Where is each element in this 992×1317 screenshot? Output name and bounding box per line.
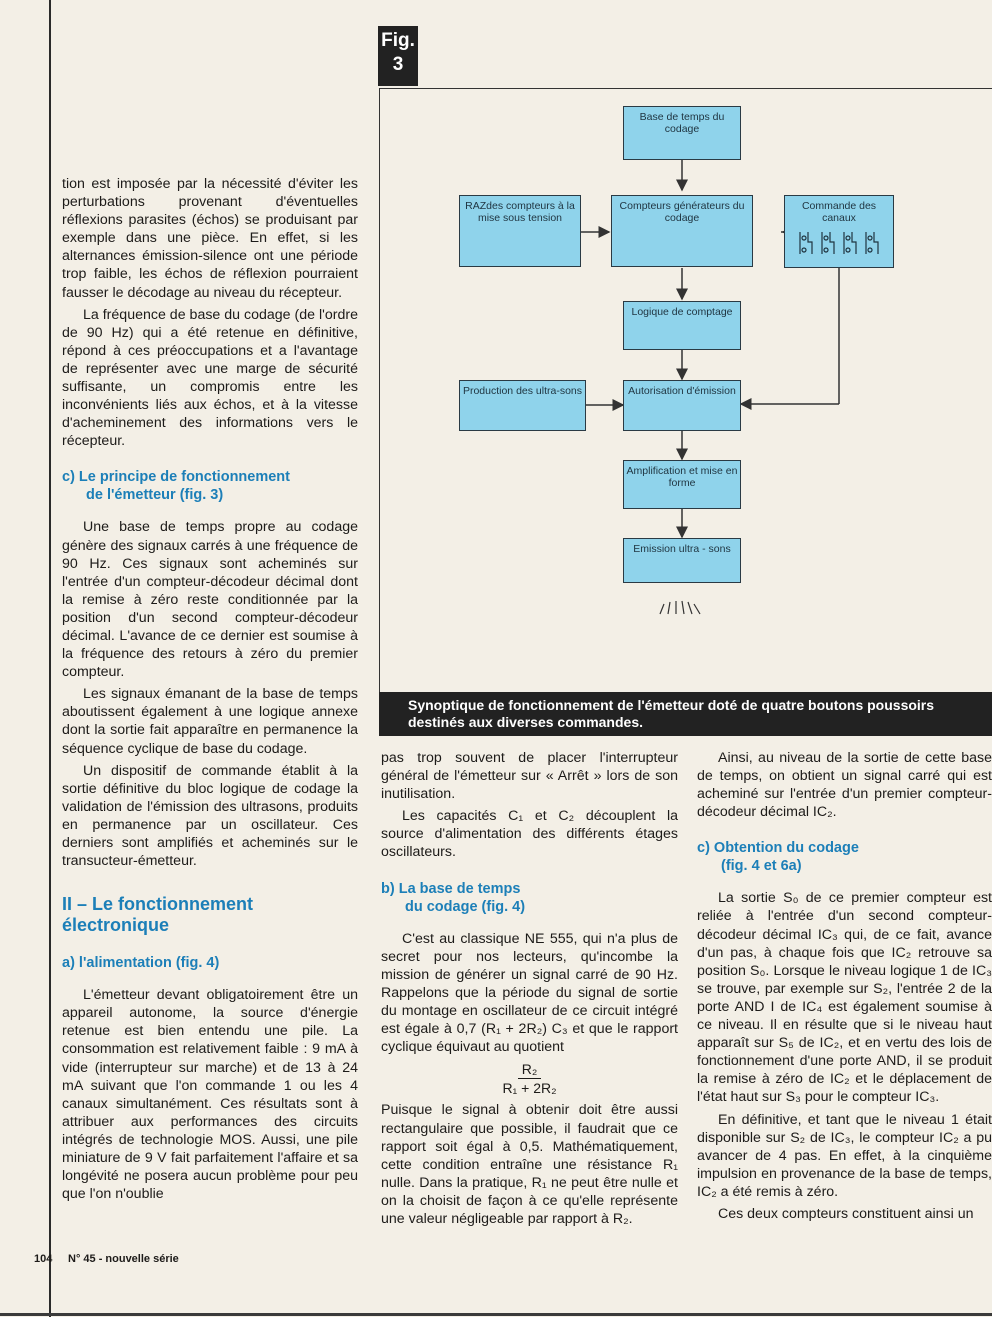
heading-line: de l'émetteur (fig. 3) bbox=[86, 487, 224, 504]
block-autorisation-emission: Autorisation d'émission bbox=[623, 380, 741, 431]
pushbutton-icon bbox=[866, 232, 878, 254]
paragraph: tion est imposée par la nécessité d'éviter les perturbations provenant d'éventuelles réflexions parasites (échos) se produisant par exemple dans une pièce. En effet, si les alternances émission-silence ont une période trop faible, les échos de réflexion pourraient fausser le décodage au niveau du récepteur. bbox=[62, 176, 358, 301]
paragraph: pas trop souvent de placer l'interrupteur général de l'émetteur sur « Arrêt » lors de son inutilisation. bbox=[381, 750, 678, 803]
paragraph: Les capacités C₁ et C₂ découplent la source d'alimentation des différents étages oscillateurs. bbox=[381, 808, 678, 861]
paragraph: Puisque le signal à obtenir doit être aussi rectangulaire que possible, il faudrait que ce rapport soit égal à 0,5. Mathématiquement, cette condition entraîne une résistance R₁ nulle. Dans la pratique, R₁ ne peut être nulle et on la choisit de façon à ce qu'elle représente une valeur négligeable par rapport à R₂. bbox=[381, 1102, 678, 1227]
pushbutton-icon bbox=[800, 232, 812, 254]
paragraph: La sortie S₀ de ce premier compteur est reliée à l'entrée d'un second compteur-décodeur décimal IC₃ qui, de ce fait, avance d'un pas, à chaque fois que IC₂ retrouve sa position S₀. Lorsque le niveau logique 1 de IC₃ se trouve, par exemple sur S₂, l'entrée 2 de la porte AND I de IC₄ est également soumise à ce niveau. Il en résulte que si le niveau haut apparaît sur S₅ de IC₂, et en vertu des lois de fonctionnement d'une porte AND, il se produit la remise à zéro de IC₂ et le déplacement de l'état haut sur S₃ pour le compteur IC₃. bbox=[697, 890, 992, 1106]
section-heading-c bbox=[62, 468, 358, 504]
paragraph: C'est au classique NE 555, qui n'a plus de secret pour nos lecteurs, qu'incombe la mission de générer un signal carré de 90 Hz. Rappelons que la période du signal de sortie du montage en oscillateur de ce circuit intégré est égale à 0,7 (R₁ + 2R₂) C₃ et que le rapport cyclique équivaut au quotient bbox=[381, 930, 678, 1056]
issue-label: N° 45 - nouvelle série bbox=[68, 1253, 179, 1265]
section-heading-a: a) l'alimentation (fig. 4) bbox=[62, 955, 220, 972]
paragraph: Ces deux compteurs constituent ainsi un bbox=[718, 1205, 974, 1222]
heading-line: b) La base de temps bbox=[381, 880, 521, 897]
paragraph: L'émetteur devant obligatoirement être un appareil autonome, la source d'énergie retenue est bien entendu une pile. La consommation est relativement faible : 9 mA à vide (interrupteur sur marche) et de 13 à 24 mA suivant que l'on commande 1 ou les 4 canaux simultanément. Ces résultats sont à attribuer aux performances des circuits intégrés de technologie MOS. Aussi, une pile miniature de 9 V fait parfaitement l'affaire et sa longévité ne posera aucun problème pour peu que l'on n'oublie bbox=[62, 987, 358, 1203]
bottom-rule bbox=[0, 1313, 992, 1316]
block-logique-comptage: Logique de comptage bbox=[623, 301, 741, 350]
text-column-1 bbox=[62, 175, 358, 1203]
heading-line: (fig. 4 et 6a) bbox=[721, 858, 802, 875]
pushbutton-icon bbox=[844, 232, 856, 254]
block-amplification: Amplification et mise en forme bbox=[623, 460, 741, 509]
margin-rule bbox=[49, 0, 51, 1317]
figure-tag-word: Fig. bbox=[381, 30, 415, 51]
block-compteurs-generateurs: Compteurs générateurs du codage bbox=[611, 195, 753, 267]
formula-numerator: R₂ bbox=[518, 1060, 542, 1079]
heading-line: du codage (fig. 4) bbox=[405, 898, 526, 915]
heading-line: c) Le principe de fonctionnement bbox=[62, 469, 290, 486]
ultrasound-waves-icon bbox=[660, 601, 700, 614]
block-emission-ultrasons: Emission ultra - sons bbox=[623, 538, 741, 583]
paragraph: La fréquence de base du codage (de l'ordre de 90 Hz) qui a été retenue en définitive, répond à ces préoccupations et a l'avantage de représenter avec une marge de sécurité suffisante, un compromis entre les inconvénients liés aux échos, et à la vitesse d'acheminement des informations vers le récepteur. bbox=[62, 306, 358, 450]
paragraph: Ainsi, au niveau de la sortie de cette base de temps, on obtient un signal carré qui est acheminé sur l'entrée d'un premier compteur-décodeur décimal IC₂. bbox=[697, 750, 992, 821]
block-production-ultrasons: Production des ultra-sons bbox=[459, 380, 586, 431]
section-heading-b bbox=[381, 880, 678, 916]
page-number: 104 bbox=[34, 1253, 53, 1265]
figure-tag-number: 3 bbox=[392, 54, 404, 75]
paragraph: Les signaux émanant de la base de temps aboutissent également à une logique annexe dont la sortie fait apparaître en permanence la séquence cyclique de base du codage. bbox=[62, 686, 358, 757]
paragraph: Un dispositif de commande établit à la sortie définitive du bloc logique de codage la validation de l'émission des ultrasons, produits en permanence par un oscillateur. Ces derniers sont amplifiés et acheminés sur le transucteur-émetteur. bbox=[62, 762, 358, 870]
ratio-formula bbox=[381, 1060, 678, 1097]
section-heading-c2 bbox=[697, 839, 992, 875]
block-commande-canaux bbox=[784, 195, 894, 268]
block-raz-compteurs: RAZdes compteurs à la mise sous tension bbox=[459, 195, 581, 267]
section-heading-ii bbox=[62, 894, 358, 936]
paragraph: En définitive, et tant que le niveau 1 était disponible sur S₂ de IC₃, le compteur IC₂ a pu avancer de 4 pas. En effet, à la cinquième impulsion en provenance de la base de temps, IC₂ a été remis à zéro. bbox=[697, 1111, 992, 1200]
paragraph: Une base de temps propre au codage génère des signaux carrés à une fréquence de 90 Hz. Ces signaux sont acheminés sur l'entrée d'un compteur-décodeur décimal dont la remise à zéro reste conditionnée par la position d'un second compteur-décodeur décimal. L'avance de ce dernier est soumise à la fréquence des retours à zéro du premier compteur. bbox=[62, 519, 358, 681]
text-column-3 bbox=[697, 749, 992, 1223]
heading-line: c) Obtention du codage bbox=[697, 840, 859, 857]
block-base-de-temps: Base de temps du codage bbox=[623, 106, 741, 160]
heading-line: électronique bbox=[62, 915, 170, 936]
heading-line: II – Le fonctionnement bbox=[62, 894, 254, 915]
block-commande-label: Commande des canaux bbox=[801, 200, 877, 224]
pushbutton-icon bbox=[822, 232, 834, 254]
figure-3 bbox=[371, 0, 992, 744]
formula-denominator: R₁ + 2R₂ bbox=[502, 1080, 557, 1097]
text-column-2 bbox=[381, 749, 678, 1228]
figure-caption: Synoptique de fonctionnement de l'émetteur doté de quatre boutons poussoirs destinés aux diverses commandes. bbox=[379, 692, 992, 736]
pushbutton-icons bbox=[794, 228, 884, 258]
